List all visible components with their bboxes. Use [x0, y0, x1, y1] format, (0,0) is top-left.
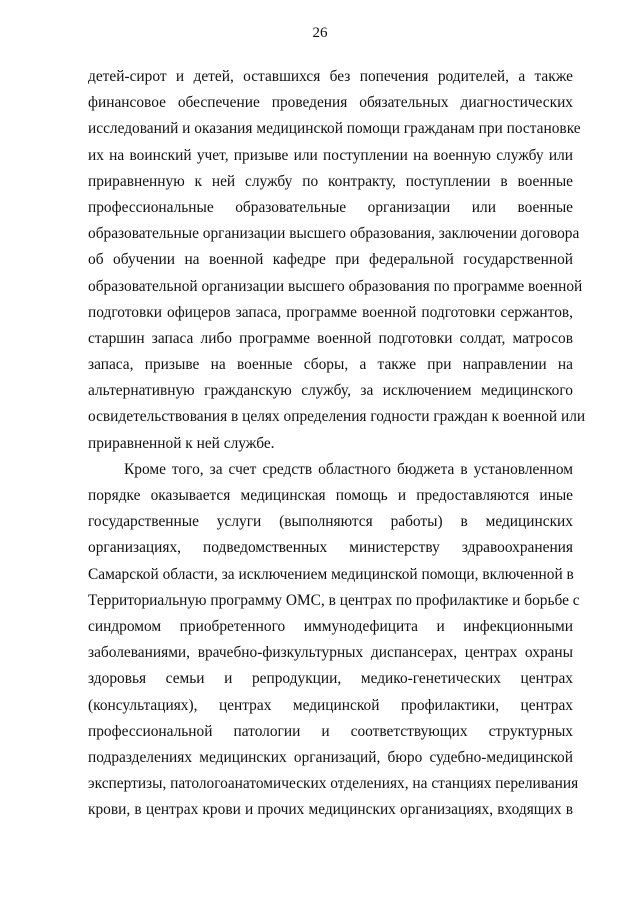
text-line: подготовки офицеров запаса, программе военной подготовки сержантов,: [88, 303, 573, 321]
paragraph-1: [88, 64, 586, 457]
paragraph-2: [88, 457, 580, 824]
text-line: образовательной организации высшего образования по программе военной: [88, 277, 583, 295]
text-line: об обучении на военной кафедре при федеральной государственной: [88, 251, 573, 269]
text-line: крови, в центрах крови и прочих медицинских организациях, входящих в: [88, 801, 573, 819]
text-line: альтернативную гражданскую службу, за исключением медицинского: [88, 382, 573, 400]
text-line: приравненной к ней службе.: [88, 434, 275, 452]
text-line: подразделениях медицинских организаций, бюро судебно-медицинской: [88, 748, 573, 766]
text-line: освидетельствования в целях определения годности граждан к военной или: [88, 408, 586, 426]
text-line: запаса, призыве на военные сборы, а также при направлении на: [88, 356, 573, 374]
text-line: (консультациях), центрах медицинской профилактики, центрах: [88, 696, 573, 714]
text-line: заболеваниями, врачебно-физкультурных диспансерах, центрах охраны: [88, 644, 573, 662]
text-line: синдромом приобретенного иммунодефицита и инфекционными: [88, 617, 573, 635]
text-line: приравненную к ней службу по контракту, поступлении в военные: [88, 172, 573, 190]
text-line: их на воинский учет, призыве или поступлении на военную службу или: [88, 146, 573, 164]
text-line: организациях, подведомственных министерству здравоохранения: [88, 539, 573, 557]
page-number: 26: [312, 25, 328, 41]
text-line: порядке оказывается медицинская помощь и предоставляются иные: [88, 487, 573, 504]
text-line: здоровья семьи и репродукции, медико-генетических центрах: [88, 670, 573, 688]
text-line: экспертизы, патологоанатомических отделениях, на станциях переливания: [88, 775, 579, 793]
text-line: государственные услуги (выполняются работы) в медицинских: [88, 513, 573, 531]
text-line: Самарской области, за исключением медицинской помощи, включенной в: [88, 565, 574, 583]
text-line: образовательные организации высшего образования, заключении договора: [88, 225, 580, 243]
text-line: финансовое обеспечение проведения обязательных диагностических: [88, 94, 573, 112]
text-line: исследований и оказания медицинской помощи гражданам при постановке: [88, 120, 581, 138]
text-line: Кроме того, за счет средств областного бюджета в установленном: [124, 460, 573, 478]
text-line: старшин запаса либо программе военной подготовки солдат, матросов: [88, 329, 573, 347]
text-line: Территориальную программу ОМС, в центрах по профилактике и борьбе с: [88, 591, 580, 609]
text-line: профессиональной патологии и соответствующих структурных: [88, 722, 573, 740]
text-line: профессиональные образовательные организации или военные: [88, 198, 573, 216]
body-text: [88, 64, 586, 823]
text-line: детей-сирот и детей, оставшихся без попечения родителей, а также: [88, 68, 573, 85]
